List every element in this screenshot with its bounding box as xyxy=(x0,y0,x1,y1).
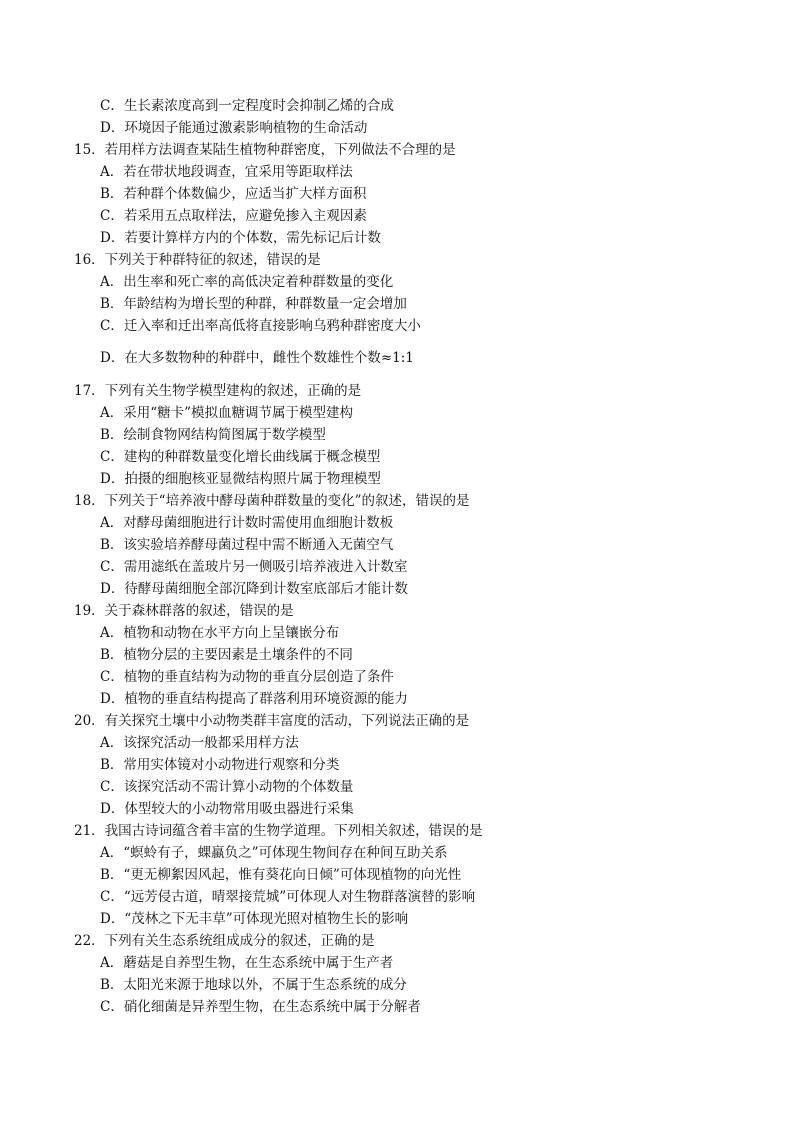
option-line: C．生长素浓度高到一定程度时会抑制乙烯的合成 xyxy=(100,98,394,114)
question-20-option-d: D．体型较大的小动物常用吸虫器进行采集 xyxy=(100,801,354,817)
question-22-option-c: C．硝化细菌是异养型生物，在生态系统中属于分解者 xyxy=(100,999,421,1015)
question-19-option-d: D．植物的垂直结构提高了群落利用环境资源的能力 xyxy=(100,691,408,707)
question-17-option-b: B．绘制食物网结构简图属于数学模型 xyxy=(100,427,326,443)
question-21-option-b: B．“更无柳絮因风起，惟有葵花向日倾”可体现植物的向光性 xyxy=(100,867,462,883)
question-19-option-a: A．植物和动物在水平方向上呈镶嵌分布 xyxy=(100,625,340,641)
question-17-stem: 17．下列有关生物学模型建构的叙述，正确的是 xyxy=(74,383,362,399)
question-19-stem: 19．关于森林群落的叙述，错误的是 xyxy=(74,603,294,619)
question-17-option-d: D．拍摄的细胞核亚显微结构照片属于物理模型 xyxy=(100,471,381,487)
question-19-option-c: C．植物的垂直结构为动物的垂直分层创造了条件 xyxy=(100,669,394,685)
option-line: D．环境因子能通过激素影响植物的生命活动 xyxy=(100,120,368,136)
question-20-option-c: C．该探究活动不需计算小动物的个体数量 xyxy=(100,779,354,795)
question-21-option-a: A．“螟蛉有子，蜾蠃负之”可体现生物间存在种间互助关系 xyxy=(100,845,448,861)
question-16-option-a: A．出生率和死亡率的高低决定着种群数量的变化 xyxy=(100,274,394,290)
question-15-option-c: C．若采用五点取样法，应避免掺入主观因素 xyxy=(100,208,367,224)
question-22-stem: 22．下列有关生态系统组成成分的叙述，正确的是 xyxy=(74,933,375,949)
question-22-option-b: B．太阳光来源于地球以外，不属于生态系统的成分 xyxy=(100,977,407,993)
question-16-option-b: B．年龄结构为增长型的种群，种群数量一定会增加 xyxy=(100,296,407,312)
question-18-option-d: D．待酵母菌细胞全部沉降到计数室底部后才能计数 xyxy=(100,581,408,597)
question-22-option-a: A．蘑菇是自养型生物，在生态系统中属于生产者 xyxy=(100,955,394,971)
question-21-option-c: C．“远芳侵古道，晴翠接荒城”可体现人对生物群落演替的影响 xyxy=(100,889,476,905)
question-18-option-c: C．需用滤纸在盖玻片另一侧吸引培养液进入计数室 xyxy=(100,559,408,575)
question-18-stem: 18．下列关于“培养液中酵母菌种群数量的变化”的叙述，错误的是 xyxy=(74,493,470,509)
question-15-stem: 15．若用样方法调查某陆生植物种群密度，下列做法不合理的是 xyxy=(74,142,456,158)
question-15-option-d: D．若要计算样方内的个体数，需先标记后计数 xyxy=(100,230,381,246)
question-16-stem: 16．下列关于种群特征的叙述，错误的是 xyxy=(74,252,321,268)
question-17-option-c: C．建构的种群数量变化增长曲线属于概念模型 xyxy=(100,449,381,465)
question-19-option-b: B．植物分层的主要因素是土壤条件的不同 xyxy=(100,647,353,663)
question-15-option-a: A．若在带状地段调查，宜采用等距取样法 xyxy=(100,164,353,180)
question-16-option-d: D．在大多数物种的种群中，雌性个数雄性个数≈1:1 xyxy=(100,350,414,366)
question-20-option-a: A．该探究活动一般都采用样方法 xyxy=(100,735,299,751)
question-17-option-a: A．采用“糖卡”模拟血糖调节属于模型建构 xyxy=(100,405,354,421)
question-21-option-d: D．“茂林之下无丰草”可体现光照对植物生长的影响 xyxy=(100,911,409,927)
question-20-stem: 20．有关探究土壤中小动物类群丰富度的活动，下列说法正确的是 xyxy=(74,713,470,729)
question-20-option-b: B．常用实体镜对小动物进行观察和分类 xyxy=(100,757,340,773)
question-16-option-c: C．迁入率和迁出率高低将直接影响乌鸦种群密度大小 xyxy=(100,318,421,334)
question-18-option-a: A．对酵母菌细胞进行计数时需使用血细胞计数板 xyxy=(100,515,394,531)
question-15-option-b: B．若种群个体数偏少，应适当扩大样方面积 xyxy=(100,186,367,202)
question-21-stem: 21．我国古诗词蕴含着丰富的生物学道理。下列相关叙述，错误的是 xyxy=(74,823,483,839)
question-18-option-b: B．该实验培养酵母菌过程中需不断通入无菌空气 xyxy=(100,537,394,553)
